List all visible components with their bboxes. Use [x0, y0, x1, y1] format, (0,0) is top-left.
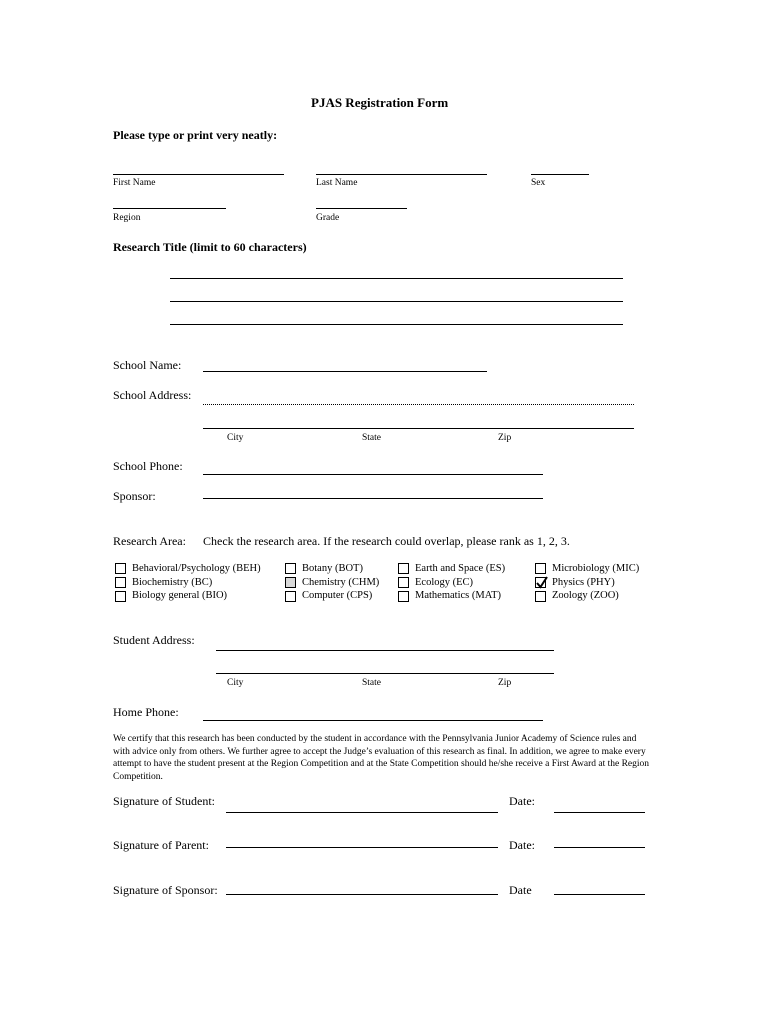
school-name-field[interactable] [203, 371, 487, 372]
student-state-label: State [362, 678, 381, 688]
student-address-label: Student Address: [113, 633, 195, 647]
first-name-label: First Name [113, 178, 156, 188]
instruction-text: Please type or print very neatly: [113, 128, 278, 142]
form-title: PJAS Registration Form [311, 95, 449, 110]
checkbox-beh[interactable] [115, 563, 126, 574]
research-area-label: Research Area: [113, 534, 186, 548]
school-address-line-2[interactable] [203, 428, 634, 429]
sponsor-field[interactable] [203, 498, 543, 499]
date-parent-field[interactable] [554, 847, 645, 848]
area-label-es: Earth and Space (ES) [415, 563, 506, 574]
checkbox-es[interactable] [398, 563, 409, 574]
checkbox-mic[interactable] [535, 563, 546, 574]
sig-parent-field[interactable] [226, 847, 498, 848]
area-label-mic: Microbiology (MIC) [552, 563, 640, 574]
area-label-beh: Behavioral/Psychology (BEH) [132, 563, 261, 574]
school-phone-label: School Phone: [113, 459, 183, 473]
date-student-label: Date: [509, 794, 535, 808]
sig-sponsor-field[interactable] [226, 894, 498, 895]
area-label-phy: Physics (PHY) [552, 577, 615, 588]
school-state-label: State [362, 433, 381, 443]
date-sponsor-label: Date [509, 883, 532, 897]
area-label-ec: Ecology (EC) [415, 577, 474, 588]
checkbox-bc[interactable] [115, 577, 126, 588]
grade-label: Grade [316, 213, 340, 223]
checkbox-bot[interactable] [285, 563, 296, 574]
last-name-label: Last Name [316, 178, 358, 188]
home-phone-field[interactable] [203, 720, 543, 721]
area-label-zoo: Zoology (ZOO) [552, 590, 619, 601]
area-label-bot: Botany (BOT) [302, 563, 363, 574]
school-city-label: City [227, 433, 244, 443]
school-name-label: School Name: [113, 358, 182, 372]
research-title-line-1[interactable] [170, 278, 623, 279]
research-title-line-3[interactable] [170, 324, 623, 325]
student-zip-label: Zip [498, 678, 512, 688]
date-student-field[interactable] [554, 812, 645, 813]
student-address-line-1[interactable] [216, 650, 554, 651]
date-sponsor-field[interactable] [554, 894, 645, 895]
sig-sponsor-label: Signature of Sponsor: [113, 883, 218, 897]
sig-parent-label: Signature of Parent: [113, 838, 209, 852]
checkbox-zoo[interactable] [535, 591, 546, 602]
sig-student-label: Signature of Student: [113, 794, 215, 808]
region-label: Region [113, 213, 141, 223]
school-address-line-1[interactable] [203, 404, 634, 405]
school-address-label: School Address: [113, 388, 192, 402]
sex-field[interactable] [531, 174, 589, 175]
home-phone-label: Home Phone: [113, 705, 179, 719]
checkbox-phy[interactable] [535, 577, 546, 588]
area-label-chm: Chemistry (CHM) [302, 577, 380, 588]
student-city-label: City [227, 678, 244, 688]
research-title-heading: Research Title (limit to 60 characters) [113, 240, 307, 254]
area-label-bio: Biology general (BIO) [132, 590, 228, 601]
sex-label: Sex [531, 178, 546, 188]
school-phone-field[interactable] [203, 474, 543, 475]
checkmark-icon [535, 575, 549, 590]
student-address-line-2[interactable] [216, 673, 554, 674]
grade-field[interactable] [316, 208, 407, 209]
area-label-bc: Biochemistry (BC) [132, 577, 213, 588]
checkbox-chm[interactable] [285, 577, 296, 588]
area-label-mat: Mathematics (MAT) [415, 590, 502, 601]
certification-text: We certify that this research has been conducted by the student in accordance with the Pennsylvania Junior Academy of Science rules and with advice only from others. We further agree to accept the Judge’s evaluation of this research as final. In addition, we agree to make every attempt to have the student present at the Region Competition and at the State Competition should he/she receive a First Award at the Region Competition. [113, 734, 650, 782]
date-parent-label: Date: [509, 838, 535, 852]
research-title-line-2[interactable] [170, 301, 623, 302]
checkbox-cps[interactable] [285, 591, 296, 602]
sig-student-field[interactable] [226, 812, 498, 813]
research-area-instruction: Check the research area. If the research could overlap, please rank as 1, 2, 3. [203, 534, 570, 548]
school-zip-label: Zip [498, 433, 512, 443]
checkbox-ec[interactable] [398, 577, 409, 588]
last-name-field[interactable] [316, 174, 487, 175]
checkbox-mat[interactable] [398, 591, 409, 602]
sponsor-label: Sponsor: [113, 489, 156, 503]
area-label-cps: Computer (CPS) [302, 590, 373, 601]
first-name-field[interactable] [113, 174, 284, 175]
region-field[interactable] [113, 208, 226, 209]
checkbox-bio[interactable] [115, 591, 126, 602]
